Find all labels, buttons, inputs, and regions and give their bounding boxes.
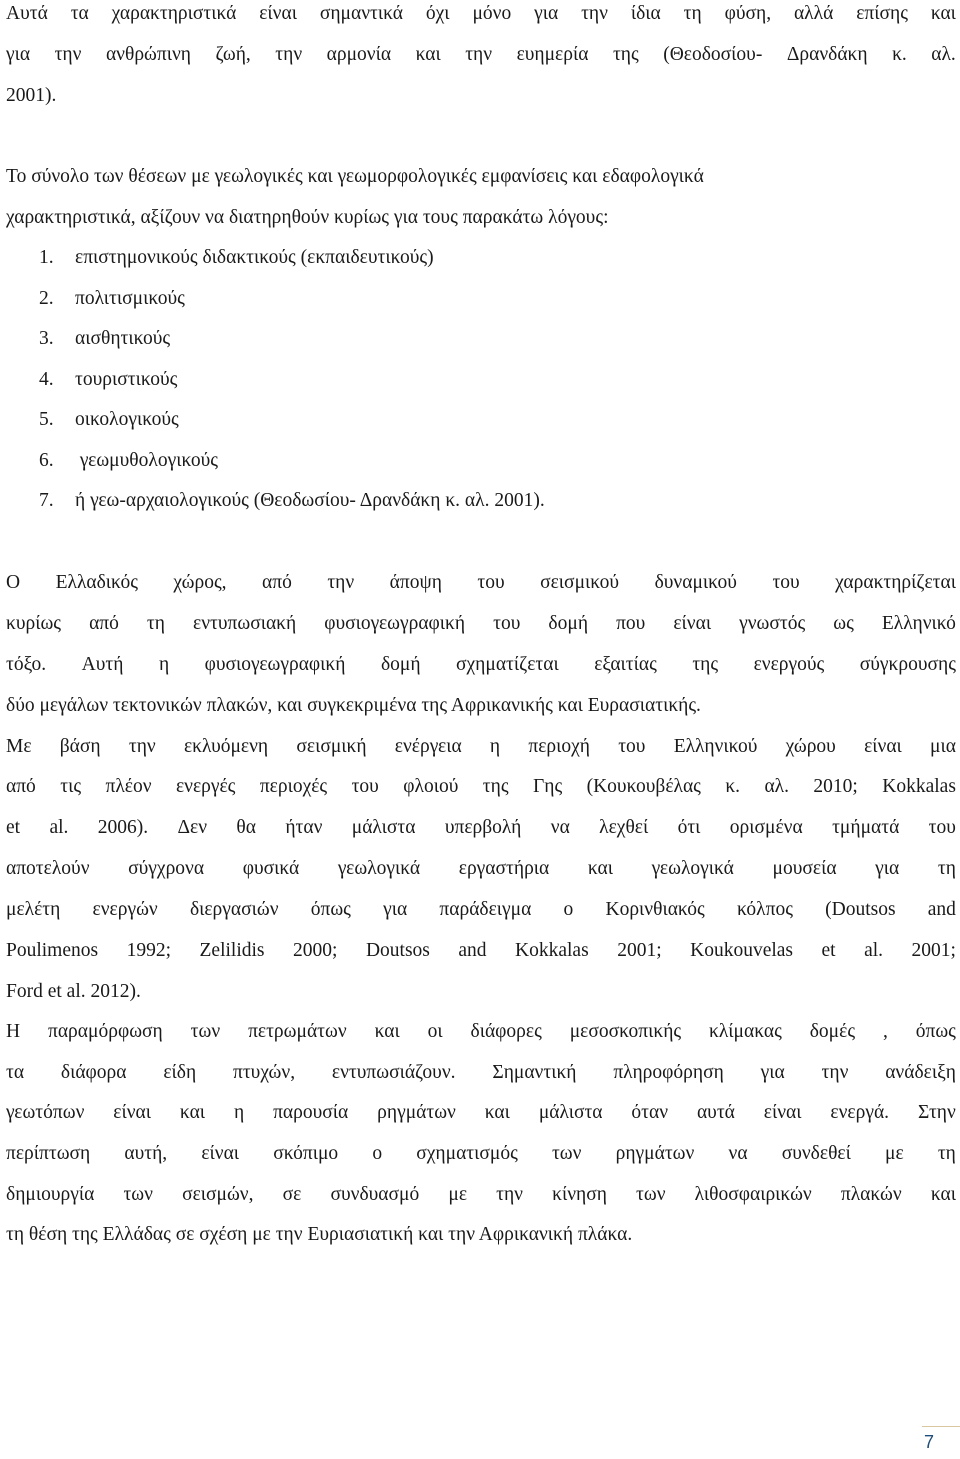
word: 2001;: [911, 940, 956, 961]
list-item: [39, 246, 434, 270]
word: με: [448, 1184, 468, 1205]
word: φυσιογεωγραφική: [204, 654, 346, 675]
word: 2001;: [617, 940, 662, 961]
word: του: [477, 572, 505, 593]
word: al.: [864, 940, 884, 961]
word: Ελληνικού: [673, 736, 758, 757]
paragraph-3-line: [6, 653, 956, 677]
word: μάλιστα: [538, 1102, 603, 1123]
word: Zelilidis: [199, 940, 265, 961]
word: αυτά: [696, 1102, 735, 1123]
word: and: [927, 899, 956, 920]
word: ευημερία: [516, 44, 589, 65]
word: μουσεία: [772, 858, 837, 879]
word: κ.: [892, 44, 907, 65]
paragraph-4-line: [6, 1142, 956, 1166]
word: (Θεοδοσίου-: [663, 44, 763, 65]
paragraph-3-line: [6, 775, 956, 799]
word: 2006).: [97, 817, 149, 838]
word: ως: [833, 613, 854, 634]
list-item-text: ή γεω-αρχαιολογικούς (Θεοδωσίου- Δρανδάκη κ. αλ. 2001).: [75, 490, 545, 511]
word: σεισμική: [296, 736, 367, 757]
word: χαρακτηριστικά: [111, 3, 237, 24]
word: γεωλογικά: [337, 858, 421, 879]
word: κυρίως: [6, 613, 62, 634]
word: περίπτωση: [6, 1143, 91, 1164]
word: ο: [372, 1143, 383, 1164]
word: βάση: [59, 736, 101, 757]
word: περιοχή: [528, 736, 590, 757]
word: διεργασιών: [189, 899, 279, 920]
word: πετρωμάτων: [248, 1021, 347, 1042]
document-page: [6, 0, 956, 1459]
word: οι: [427, 1021, 443, 1042]
word: υπερβολή: [444, 817, 522, 838]
list-item: [39, 287, 185, 311]
word: γεωτόπων: [6, 1102, 85, 1123]
word: είναι: [113, 1102, 152, 1123]
word: την: [54, 44, 82, 65]
word: τα: [6, 1062, 25, 1083]
word: ενεργές: [175, 776, 236, 797]
word: την: [327, 572, 355, 593]
word: του: [618, 736, 646, 757]
word: από: [262, 572, 292, 593]
word: Γης: [532, 776, 563, 797]
word: του: [772, 572, 800, 593]
word: την: [275, 44, 303, 65]
word: and: [458, 940, 487, 961]
word: σύγχρονα: [128, 858, 205, 879]
word: και: [930, 1184, 956, 1205]
word: ενεργά.: [830, 1102, 890, 1123]
list-item-number: 5.: [39, 409, 54, 430]
paragraph-2-line-1: Το σύνολο των θέσεων με γεωλογικές και γεωμορφολογικές εμφανίσεις και εδαφολογικά: [6, 166, 704, 187]
word: εντυπωσιάζουν.: [331, 1062, 456, 1083]
word: Αυτά: [6, 3, 48, 24]
word: λιθοσφαιρικών: [694, 1184, 812, 1205]
word: την: [465, 44, 493, 65]
word: φυσιογεωγραφική: [324, 613, 466, 634]
list-item-text: τουριστικούς: [75, 369, 178, 390]
word: δημιουργία: [6, 1184, 95, 1205]
word: ήταν: [285, 817, 323, 838]
paragraph-3-line: [6, 816, 956, 840]
paragraph-2-line-2: χαρακτηριστικά, αξίζουν να διατηρηθούν κυρίως για τους παρακάτω λόγους:: [6, 207, 609, 228]
word: σκόπιμο: [273, 1143, 339, 1164]
word: μάλιστα: [351, 817, 416, 838]
word: τις: [60, 776, 82, 797]
word: του: [928, 817, 956, 838]
word: γεωλογικά: [651, 858, 734, 879]
word: τόξο.: [6, 654, 47, 675]
word: κλίμακας: [709, 1021, 782, 1042]
word: όταν: [631, 1102, 669, 1123]
word: κόλπος: [737, 899, 793, 920]
word: περιοχές: [259, 776, 328, 797]
list-item-text: πολιτισμικούς: [75, 288, 185, 309]
word: Kokkalas: [515, 940, 589, 961]
word: εξαιτίας: [594, 654, 657, 675]
word: ότι: [677, 817, 701, 838]
word: είναι: [864, 736, 902, 757]
word: σύγκρουσης: [859, 654, 956, 675]
word: εκλυόμενη: [183, 736, 269, 757]
word: αποτελούν: [6, 858, 90, 879]
paragraph-1-line-1: [6, 2, 956, 26]
word: Στην: [917, 1102, 956, 1123]
word: 2010;: [813, 776, 858, 797]
paragraph-3-line: Ford et al. 2012).: [6, 981, 141, 1002]
list-item-number: 1.: [39, 247, 54, 268]
word: σεισμικού: [540, 572, 620, 593]
word: και: [179, 1102, 206, 1123]
list-item: [39, 449, 218, 473]
word: είδη: [163, 1062, 197, 1083]
word: αλ.: [764, 776, 789, 797]
list-item-number: 3.: [39, 328, 54, 349]
paragraph-1-line-2: [6, 43, 956, 67]
list-item-text: αισθητικούς: [75, 328, 171, 349]
word: και: [930, 3, 956, 24]
word: συνδεθεί: [781, 1143, 851, 1164]
word: όπως: [915, 1021, 956, 1042]
word: γνωστός: [739, 613, 806, 634]
paragraph-3-line: [6, 735, 956, 759]
word: τα: [70, 3, 89, 24]
word: τη: [937, 858, 956, 879]
word: ,: [882, 1021, 888, 1042]
list-item: [39, 489, 545, 513]
word: παρουσία: [273, 1102, 349, 1123]
word: χώρος,: [173, 572, 227, 593]
word: την: [581, 3, 608, 24]
word: τη: [683, 3, 702, 24]
word: μια: [930, 736, 956, 757]
word: την: [128, 736, 156, 757]
word: διάφορα: [60, 1062, 127, 1083]
word: Με: [6, 736, 32, 757]
paragraph-3-line: [6, 857, 956, 881]
word: Αυτή: [81, 654, 124, 675]
list-item-text: επιστημονικούς διδακτικούς (εκπαιδευτικούς): [75, 247, 434, 268]
word: λεχθεί: [599, 817, 649, 838]
word: σημαντικά: [319, 3, 403, 24]
list-item-text: οικολογικούς: [75, 409, 179, 430]
word: σεισμών,: [182, 1184, 254, 1205]
word: και: [587, 858, 614, 879]
word: και: [484, 1102, 510, 1123]
word: διάφορες: [470, 1021, 542, 1042]
word: του: [493, 613, 521, 634]
word: Η: [6, 1021, 21, 1042]
word: al.: [49, 817, 69, 838]
word: χαρακτηρίζεται: [835, 572, 956, 593]
word: για: [875, 858, 900, 879]
paragraph-3-line: [6, 612, 956, 636]
word: αυτή,: [124, 1143, 168, 1164]
paragraph-4-line: [6, 1061, 956, 1085]
word: ο: [563, 899, 574, 920]
word: άποψη: [389, 572, 442, 593]
word: της: [692, 654, 719, 675]
word: ρηγμάτων: [377, 1102, 456, 1123]
word: για: [6, 44, 31, 65]
word: η: [158, 654, 170, 675]
word: σε: [282, 1184, 302, 1205]
word: με: [885, 1143, 904, 1164]
word: σχηματισμός: [416, 1143, 518, 1164]
word: ρηγμάτων: [615, 1143, 695, 1164]
word: Ελληνικό: [881, 613, 956, 634]
word: και: [374, 1021, 400, 1042]
word: επίσης: [856, 3, 908, 24]
word: χώρου: [785, 736, 836, 757]
word: του: [351, 776, 379, 797]
word: για: [383, 899, 408, 920]
word: την: [821, 1062, 849, 1083]
word: για: [760, 1062, 785, 1083]
word: δυναμικού: [654, 572, 737, 593]
word: (Κουκουβέλας: [586, 776, 701, 797]
word: Ο: [6, 572, 21, 593]
word: πλακών: [840, 1184, 902, 1205]
word: δομή: [548, 613, 589, 634]
word: είναι: [259, 3, 297, 24]
list-item-number: 7.: [39, 490, 54, 511]
word: εντυπωσιακή: [193, 613, 297, 634]
word: η: [489, 736, 501, 757]
word: 2000;: [293, 940, 338, 961]
paragraph-3-line: [6, 571, 956, 595]
paragraph-3-line: [6, 939, 956, 963]
word: ορισμένα: [729, 817, 803, 838]
word: παραμόρφωση: [48, 1021, 163, 1042]
list-item-number: 4.: [39, 369, 54, 390]
word: κ.: [725, 776, 741, 797]
paragraph-4-line: τη θέση της Ελλάδας σε σχέση με την Ευριασιατική και την Αφρικανική πλάκα.: [6, 1224, 633, 1245]
word: τη: [937, 1143, 956, 1164]
word: Ελλαδικός: [55, 572, 138, 593]
word: αλ.: [931, 44, 956, 65]
word: των: [551, 1143, 582, 1164]
paragraph-1-line-3: 2001).: [6, 85, 57, 106]
word: πτυχών,: [232, 1062, 296, 1083]
word: ενέργεια: [394, 736, 462, 757]
word: ανάδειξη: [885, 1062, 956, 1083]
word: που: [616, 613, 646, 634]
word: ενεργούς: [753, 654, 825, 675]
word: τη: [146, 613, 165, 634]
word: να: [550, 817, 570, 838]
word: πλέον: [105, 776, 152, 797]
list-item: [39, 408, 179, 432]
word: δομή: [380, 654, 421, 675]
word: ενεργών: [92, 899, 158, 920]
word: μόνο: [472, 3, 512, 24]
word: συνδυασμό: [330, 1184, 420, 1205]
list-item: [39, 368, 177, 392]
word: η: [233, 1102, 245, 1123]
word: της: [482, 776, 509, 797]
word: Kokkalas: [882, 776, 956, 797]
word: Poulimenos: [6, 940, 99, 961]
word: Doutsos: [365, 940, 430, 961]
word: και: [415, 44, 441, 65]
word: ίδια: [630, 3, 661, 24]
list-item-number: 6.: [39, 450, 54, 471]
paragraph-3-line: δύο μεγάλων τεκτονικών πλακών, και συγκεκριμένα της Αφρικανικής και Ευρασιατικής.: [6, 695, 701, 716]
word: όπως: [310, 899, 351, 920]
word: της: [612, 44, 639, 65]
word: για: [534, 3, 559, 24]
word: et: [821, 940, 836, 961]
word: να: [728, 1143, 748, 1164]
word: φύση,: [724, 3, 772, 24]
word: όχι: [425, 3, 450, 24]
paragraph-3-line: [6, 898, 956, 922]
word: κίνηση: [552, 1184, 607, 1205]
word: (Doutsos: [825, 899, 896, 920]
word: αρμονία: [326, 44, 392, 65]
word: φυσικά: [242, 858, 300, 879]
word: θα: [236, 817, 256, 838]
word: Σημαντική: [492, 1062, 577, 1083]
word: δομές: [809, 1021, 856, 1042]
word: φλοιού: [403, 776, 459, 797]
list-item-text: γεωμυθολογικούς: [75, 450, 218, 471]
word: ζωή,: [215, 44, 251, 65]
word: 1992;: [126, 940, 172, 961]
list-item-number: 2.: [39, 288, 54, 309]
word: από: [6, 776, 36, 797]
word: παράδειγμα: [439, 899, 532, 920]
word: πληροφόρηση: [613, 1062, 724, 1083]
word: είναι: [673, 613, 712, 634]
word: είναι: [201, 1143, 240, 1164]
list-item: [39, 327, 170, 351]
paragraph-4-line: [6, 1020, 956, 1044]
word: Δρανδάκη: [786, 44, 868, 65]
word: σχηματίζεται: [456, 654, 559, 675]
page-number-rule: [922, 1426, 960, 1427]
paragraph-4-line: [6, 1101, 956, 1125]
word: την: [496, 1184, 523, 1205]
word: των: [123, 1184, 153, 1205]
word: αλλά: [793, 3, 834, 24]
word: τμήματά: [832, 817, 900, 838]
word: Koukouvelas: [690, 940, 794, 961]
word: των: [636, 1184, 666, 1205]
word: μεσοσκοπικής: [569, 1021, 682, 1042]
word: et: [6, 817, 21, 838]
word: ανθρώπινη: [105, 44, 191, 65]
word: Κορινθιακός: [605, 899, 705, 920]
page-number: 7: [923, 1432, 934, 1452]
paragraph-4-line: [6, 1183, 956, 1207]
word: των: [190, 1021, 221, 1042]
word: είναι: [763, 1102, 802, 1123]
word: Δεν: [177, 817, 208, 838]
word: εργαστήρια: [458, 858, 550, 879]
word: από: [89, 613, 119, 634]
word: μελέτη: [6, 899, 61, 920]
